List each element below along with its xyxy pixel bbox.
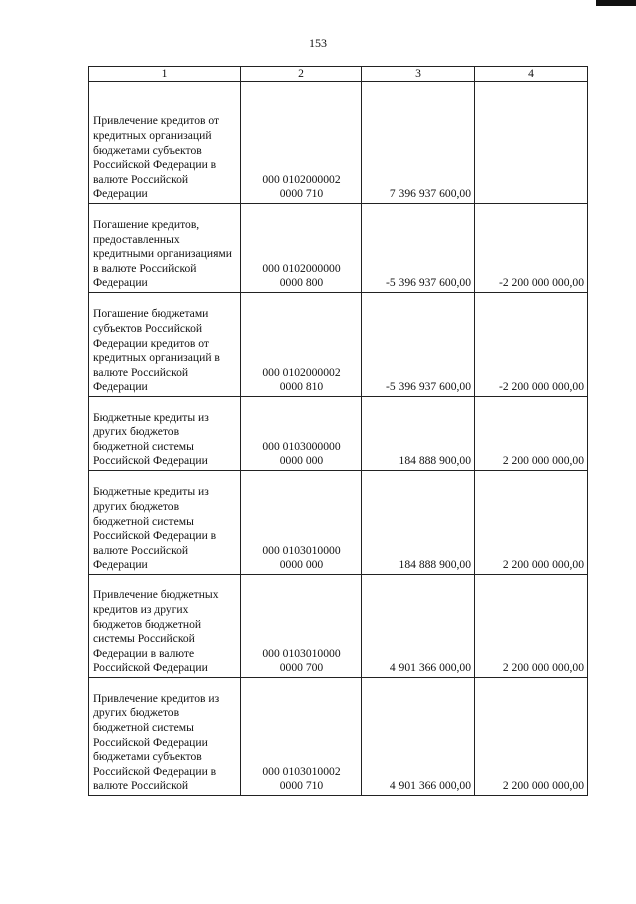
- row-name: Привлечение бюджетных кредитов из других бюджетов бюджетной системы Российской Федерации в валюте Российской Федерации: [93, 588, 219, 675]
- row-code-part1: 000 0102000002: [262, 365, 341, 379]
- table-row: [89, 471, 588, 575]
- table-row: [89, 575, 588, 678]
- row-name: Погашение кредитов, предоставленных кредитными организациями в валюте Российской Федерации: [93, 218, 232, 290]
- column-header: 2: [241, 67, 362, 82]
- row-value-column4: [475, 82, 588, 204]
- row-code-part1: 000 0103000000: [262, 439, 341, 453]
- row-value-column3: 4 901 366 000,00: [362, 678, 475, 796]
- row-code-part2: 0000 700: [279, 661, 324, 675]
- row-code-part2: 0000 000: [279, 454, 324, 468]
- row-code-part1: 000 0103010000: [262, 543, 341, 557]
- budget-sources-table: [88, 66, 588, 796]
- row-code-part2: 0000 000: [279, 558, 324, 572]
- row-code-part1: 000 0102000002: [262, 172, 341, 186]
- row-value-column4: -2 200 000 000,00: [475, 293, 588, 397]
- row-code-part2: 0000 710: [279, 187, 324, 201]
- page-number: 153: [309, 36, 327, 50]
- row-value-column4: 2 200 000 000,00: [475, 678, 588, 796]
- table-row: [89, 397, 588, 471]
- row-code-part2: 0000 710: [279, 779, 324, 793]
- row-code-part1: 000 0102000000: [262, 261, 341, 275]
- row-value-column3: 4 901 366 000,00: [362, 575, 475, 678]
- row-name: Погашение бюджетами субъектов Российской Федерации кредитов от кредитных организаций в валюте Российской Федерации: [93, 307, 220, 394]
- row-code-part2: 0000 800: [279, 276, 324, 290]
- row-value-column3: 184 888 900,00: [362, 471, 475, 575]
- table-row: [89, 82, 588, 204]
- row-code-part1: 000 0103010002: [262, 764, 341, 778]
- row-name: Бюджетные кредиты из других бюджетов бюджетной системы Российской Федерации в валюте Российской Федерации: [93, 485, 217, 572]
- row-value-column4: 2 200 000 000,00: [475, 471, 588, 575]
- scan-corner-mark: [596, 0, 636, 6]
- row-value-column4: -2 200 000 000,00: [475, 204, 588, 293]
- row-code-part1: 000 0103010000: [262, 646, 341, 660]
- table-row: [89, 293, 588, 397]
- row-value-column3: -5 396 937 600,00: [362, 204, 475, 293]
- column-header: 3: [362, 67, 475, 82]
- row-value-column4: 2 200 000 000,00: [475, 397, 588, 471]
- row-value-column3: 184 888 900,00: [362, 397, 475, 471]
- table-row: [89, 678, 588, 796]
- row-name: Бюджетные кредиты из других бюджетов бюджетной системы Российской Федерации: [93, 410, 209, 468]
- row-value-column4: 2 200 000 000,00: [475, 575, 588, 678]
- column-header: 1: [89, 67, 241, 82]
- row-value-column3: -5 396 937 600,00: [362, 293, 475, 397]
- row-value-column3: 7 396 937 600,00: [362, 82, 475, 204]
- row-name: Привлечение кредитов из других бюджетов бюджетной системы Российской Федерации бюджетами субъектов Российской Федерации в валюте Российской: [93, 691, 220, 793]
- row-name: Привлечение кредитов от кредитных организаций бюджетами субъектов Российской Федерации в валюте Российской Федерации: [93, 114, 220, 201]
- column-header: 4: [475, 67, 588, 82]
- row-code-part2: 0000 810: [279, 380, 324, 394]
- table-header-row: [89, 67, 588, 82]
- table-row: [89, 204, 588, 293]
